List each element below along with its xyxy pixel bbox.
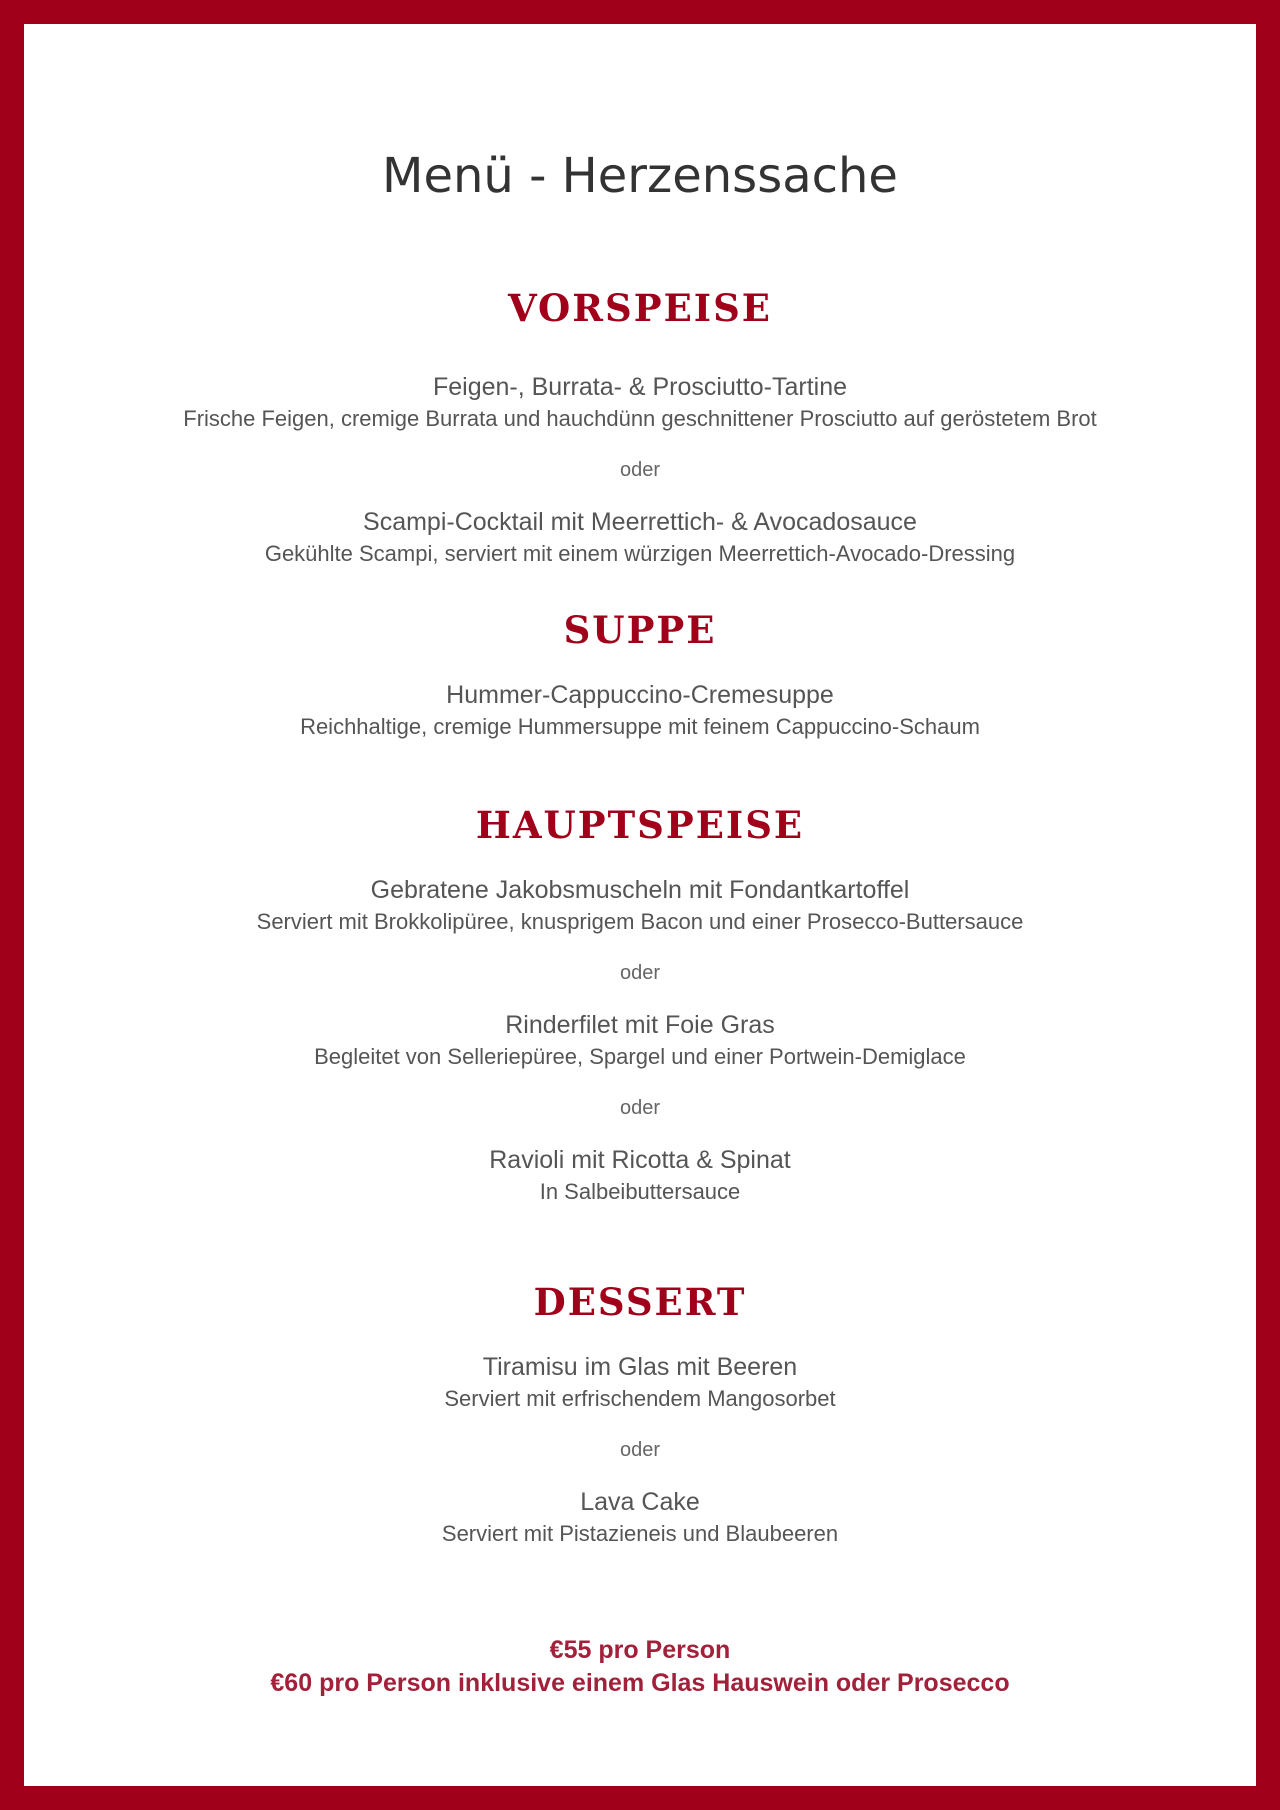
dish-item: [48, 1350, 1232, 1414]
dish-item: [48, 873, 1232, 937]
dish-item: [48, 370, 1232, 434]
dish-name: Ravioli mit Ricotta & Spinat: [489, 1146, 791, 1174]
dish-item: [48, 678, 1232, 742]
dish-item: [48, 1485, 1232, 1549]
or-separator: oder: [619, 1439, 661, 1461]
dish-name: Gebratene Jakobsmuscheln mit Fondantkartoffel: [370, 876, 910, 904]
dish-name: Hummer-Cappuccino-Cremesuppe: [446, 681, 834, 709]
dish-name: Scampi-Cocktail mit Meerrettich- & Avocadosauce: [363, 508, 917, 536]
dish-name: Rinderfilet mit Foie Gras: [505, 1011, 775, 1039]
dish-name: Lava Cake: [580, 1488, 700, 1516]
dish-description: Serviert mit erfrischendem Mangosorbet: [444, 1386, 836, 1411]
dish-description: In Salbeibuttersauce: [539, 1179, 741, 1204]
price-line: €55 pro Person: [549, 1636, 731, 1664]
dish-description: Reichhaltige, cremige Hummersuppe mit feinem Cappuccino-Schaum: [300, 714, 980, 739]
dish-description: Frische Feigen, cremige Burrata und hauchdünn geschnittener Prosciutto auf geröstetem Brot: [183, 406, 1097, 431]
section-heading-hauptspeise: HAUPTSPEISE: [475, 803, 805, 847]
dish-name: Feigen-, Burrata- & Prosciutto-Tartine: [432, 373, 848, 401]
dish-item: [48, 505, 1232, 569]
dish-description: Begleitet von Selleriepüree, Spargel und einer Portwein-Demiglace: [314, 1044, 966, 1069]
section-heading-vorspeise: VORSPEISE: [507, 286, 772, 330]
dish-description: Serviert mit Brokkolipüree, knusprigem Bacon und einer Prosecco-Buttersauce: [256, 909, 1024, 934]
menu-content: [48, 48, 1232, 1762]
or-separator: oder: [619, 1097, 661, 1119]
section-heading-suppe: SUPPE: [563, 608, 717, 652]
menu-title: Menü - Herzenssache: [382, 148, 898, 204]
or-separator: oder: [619, 962, 661, 984]
dish-item: [48, 1008, 1232, 1072]
dish-item: [48, 1143, 1232, 1207]
price-line-with-wine: €60 pro Person inklusive einem Glas Hauswein oder Prosecco: [270, 1669, 1010, 1697]
dish-description: Gekühlte Scampi, serviert mit einem würzigen Meerrettich-Avocado-Dressing: [264, 541, 1016, 566]
section-heading-dessert: DESSERT: [533, 1280, 747, 1324]
dish-description: Serviert mit Pistazieneis und Blaubeeren: [441, 1521, 839, 1546]
dish-name: Tiramisu im Glas mit Beeren: [482, 1353, 798, 1381]
or-separator: oder: [619, 459, 661, 481]
